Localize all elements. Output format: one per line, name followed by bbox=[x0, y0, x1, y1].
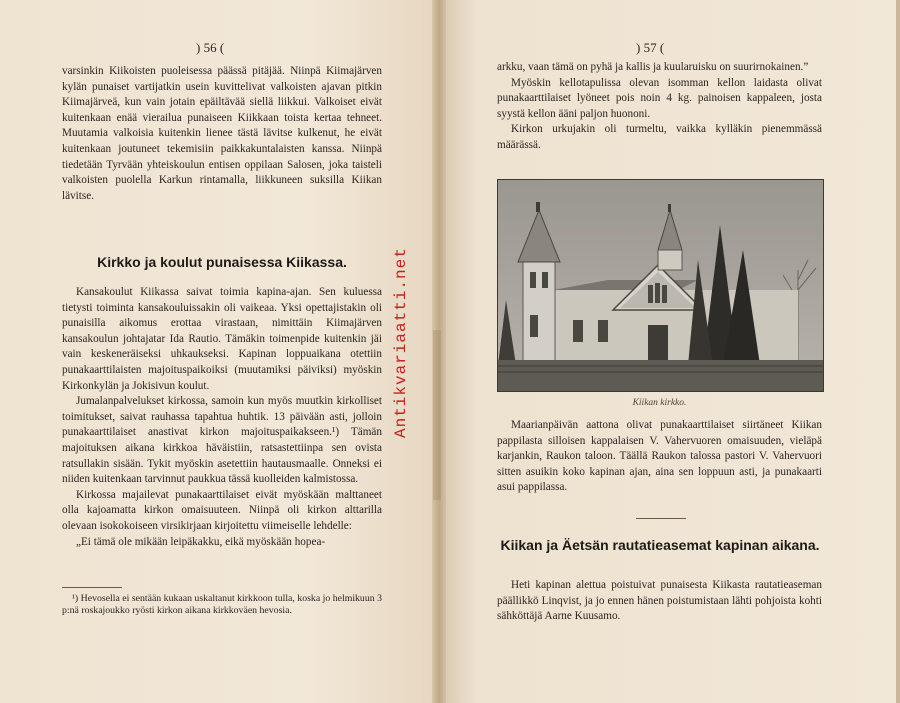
paragraph: Myöskin kellotapulissa olevan isomman kellon laidasta olivat punakaarttilaiset lyöneet pois noin 4 kg. painoisen kappaleen, josta syystä kellon ääni paljon huononi. bbox=[497, 76, 822, 120]
section-divider bbox=[636, 518, 686, 519]
paragraph: Maarianpäivän aattona olivat punakaarttilaiset siirtäneet Kiikan pappilasta silloisen kappalaisen V. Vahervuoren omaisuuden, vieläpä karjankin, Raukon taloon. Täällä Raukon talossa pastori V. Vahervuori sitten asuikin koko kapinan ajan, aina sen loppuun asti, ja punakaarti asui pappilassa. bbox=[497, 419, 822, 494]
paragraph: „Ei tämä ole mikään leipäkakku, eikä myöskään hopea- bbox=[76, 535, 326, 548]
left-page-number: ) 56 ( bbox=[196, 40, 225, 55]
left-body-text bbox=[62, 285, 382, 550]
right-mid-text bbox=[497, 418, 822, 496]
page-edge bbox=[896, 0, 900, 703]
paragraph: Jumalanpalvelukset kirkossa, samoin kun myös muutkin kirkolliset toimitukset, saivat rauhassa tapahtua huhtik. 13 päivään asti, jolloin punakaarttilaiset anastivat kirkon majoituspaikakseen.¹) Tämän majoituksen aikana kirkkoa häväistiin, ratsastettiinpa sen ovista ratsullakin sisään. Tykit myöskin asetettiin hautausmaalle. Onneksi ei niiden kuitenkaan tarvinnut paukkua tässä kuolleiden kalmistossa. bbox=[62, 395, 382, 486]
right-section-heading: Kiikan ja Äetsän rautatieasemat kapinan aikana. bbox=[500, 537, 820, 553]
church-illustration bbox=[498, 180, 823, 391]
left-top-text bbox=[62, 64, 382, 204]
footnote bbox=[62, 593, 382, 617]
paragraph: varsinkin Kiikoisten puoleisessa päässä pitäjää. Niinpä Kiimajärven kylän punaiset vartijatkin usein kuvittelivat valkoisten ajavan pitkin Kiimajärveä, kun vain jotain epäiltävää siellä liikkui. Valkoiset eivät kuitenkaan enää vierailua punaiseen Kiikkaan toista kertaa tehneet. Muutamia valkoisia kuitenkin lienee tästä lävitse kulkenut, he eivät kuitenkaan joutuneet tekemisiin paikkakuntalaisten kanssa. Niinpä tiedetään Tyrvään yhteiskoulun entisen oppilaan Salosen, joka taisteli valkoisten puolella Karkun rintamalla, liikkuneen suksilla Kiikan lävitse. bbox=[62, 65, 382, 202]
binding-stain bbox=[433, 330, 441, 500]
photo-caption: Kiikan kirkko. bbox=[632, 398, 687, 408]
paragraph: Kirkon urkujakin oli turmeltu, vaikka kylläkin pienemmässä määrässä. bbox=[497, 123, 822, 151]
right-top-text bbox=[497, 60, 822, 154]
paragraph: Heti kapinan alettua poistuivat punaisesta Kiikasta rautatieaseman päällikkö Linqvist, ja jo ennen hänen poistumistaan lähti pohjoista kohti sähköttäjä Aarne Kuusamo. bbox=[497, 579, 822, 623]
right-bottom-text bbox=[497, 578, 822, 625]
left-section-heading: Kirkko ja koulut punaisessa Kiikassa. bbox=[97, 254, 347, 270]
church-photo bbox=[497, 179, 824, 392]
paragraph: arkku, vaan tämä on pyhä ja kallis ja kuularuisku on suurirnokainen.” bbox=[497, 61, 809, 73]
paragraph: Kansakoulut Kiikassa saivat toimia kapina-ajan. Sen kuluessa tietysti toiminta kansakouluissakin oli vaikeaa. Yksi opettajistakin oli punaisilla aikomus erottaa virastaan, nimittäin Kiimajärven kansakoulun johtajatar Ida Rautio. Tämäkin toimenpide kuitenkin jäi vain keskeneräiseksi uhkaukseksi. Kapinan loppuaikana otettiin punakaarttilaisten majoituspaikoiksi (muutamiksi päiviksi) myöskin Kirkonkylän ja Jokisivun koulut. bbox=[62, 286, 382, 392]
footnote-text: ¹) Hevosella ei sentään kukaan uskaltanut kirkkoon tulla, koska jo helmikuun 3 p:nä roskajoukko ryösti kirkon aikana kirkkoväen hevosia. bbox=[62, 593, 382, 616]
right-page-number: ) 57 ( bbox=[636, 40, 665, 55]
footnote-divider bbox=[62, 587, 122, 588]
paragraph: Kirkossa majailevat punakaarttilaiset eivät myöskään malttaneet olla kajoamatta kirkon omaisuuteen. Niinpä oli kirkon alttarilla olevaan isokokoiseen virsikirjaan kirjoitettu viimeiselle lehdelle: bbox=[62, 488, 382, 532]
watermark-stamp: Antikvariaatti.net bbox=[392, 247, 410, 438]
